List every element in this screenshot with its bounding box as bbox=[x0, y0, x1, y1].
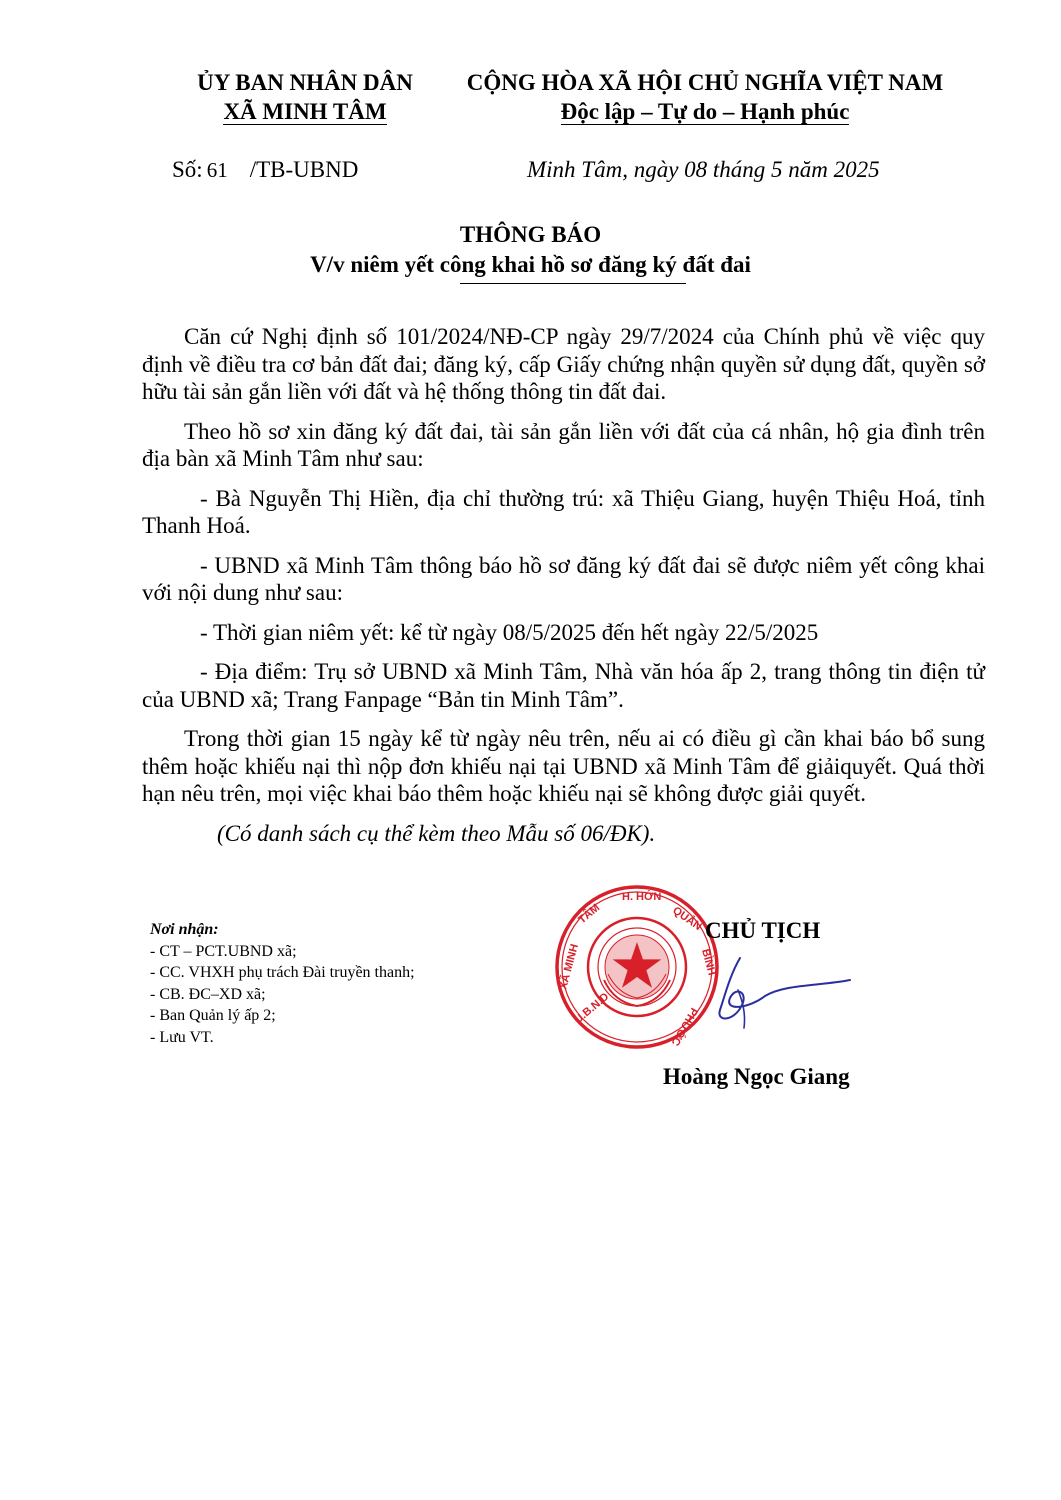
title-underline bbox=[460, 283, 686, 284]
agency-line-2: XÃ MINH TÂM bbox=[223, 99, 387, 124]
recipient-item: - Ban Quản lý ấp 2; bbox=[150, 1007, 276, 1024]
svg-text:QUẢN: QUẢN bbox=[670, 904, 704, 934]
recipients-title: Nơi nhận: bbox=[150, 921, 219, 938]
paragraph-application: Theo hồ sơ xin đăng ký đất đai, tài sản gắn liền với đất của cá nhân, hộ gia đình trên địa bàn xã Minh Tâm như sau: bbox=[142, 418, 985, 471]
recipients-block bbox=[150, 919, 415, 1048]
svg-text:XÃ MINH: XÃ MINH bbox=[557, 942, 581, 991]
svg-text:PHƯỚC: PHƯỚC bbox=[668, 1005, 700, 1048]
handwritten-signature-icon bbox=[690, 950, 855, 1035]
attachment-note: (Có danh sách cụ thể kèm theo Mẫu số 06/ĐK). bbox=[217, 820, 656, 846]
svg-text:U.B.N.D: U.B.N.D bbox=[572, 990, 612, 1027]
doc-number-label: Số: bbox=[172, 157, 203, 182]
paragraph-posting-period: - Thời gian niêm yết: kể từ ngày 08/5/2025 đến hết ngày 22/5/2025 bbox=[200, 619, 819, 645]
nation-header bbox=[440, 68, 970, 126]
recipient-item: - Lưu VT. bbox=[150, 1028, 214, 1046]
title-subject: V/v niêm yết công khai hồ sơ đăng ký đất đai bbox=[310, 252, 751, 277]
title-main: THÔNG BÁO bbox=[459, 222, 602, 247]
document-title bbox=[0, 220, 1061, 280]
recipient-item: - CT – PCT.UBND xã; bbox=[150, 942, 297, 960]
document-number bbox=[172, 157, 358, 183]
doc-number-value: 61 bbox=[206, 158, 228, 182]
svg-text:H. HỚN: H. HỚN bbox=[622, 891, 662, 903]
paragraph-posting-location: - Địa điểm: Trụ sở UBND xã Minh Tâm, Nhà văn hóa ấp 2, trang thông tin điện tử của UBND xã; Trang Fanpage “Bản tin Minh Tâm”. bbox=[142, 659, 985, 712]
place-date: Minh Tâm, ngày 08 tháng 5 năm 2025 bbox=[527, 157, 880, 182]
doc-number-suffix: /TB-UBND bbox=[249, 157, 359, 182]
signer-position: CHỦ TỊCH bbox=[705, 918, 821, 943]
paragraph-announcement: - UBND xã Minh Tâm thông báo hồ sơ đăng ký đất đai sẽ được niêm yết công khai với nội dung như sau: bbox=[142, 552, 985, 605]
agency-header bbox=[150, 68, 460, 126]
svg-text:BÌNH: BÌNH bbox=[699, 947, 718, 977]
recipient-item: - CB. ĐC–XD xã; bbox=[150, 985, 266, 1003]
nation-motto: Độc lập – Tự do – Hạnh phúc bbox=[560, 99, 850, 124]
signer-name: Hoàng Ngọc Giang bbox=[663, 1064, 850, 1089]
document-body bbox=[142, 323, 985, 859]
paragraph-legal-basis: Căn cứ Nghị định số 101/2024/NĐ-CP ngày 29/7/2024 của Chính phủ về việc quy định về điều tra cơ bản đất đai; đăng ký, cấp Giấy chứng nhận quyền sử dụng đất, quyền sở hữu tài sản gắn liền với đất và hệ thống thông tin đất đai. bbox=[142, 324, 985, 404]
paragraph-applicant: - Bà Nguyễn Thị Hiền, địa chỉ thường trú: xã Thiệu Giang, huyện Thiệu Hoá, tỉnh Thanh Hoá. bbox=[142, 485, 985, 538]
nation-line-1: CỘNG HÒA XÃ HỘI CHỦ NGHĨA VIỆT NAM bbox=[466, 70, 944, 95]
recipient-item: - CC. VHXH phụ trách Đài truyền thanh; bbox=[150, 964, 415, 981]
paragraph-complaints: Trong thời gian 15 ngày kể từ ngày nêu trên, nếu ai có điều gì cần khai báo bổ sung thêm hoặc khiếu nại thì nộp đơn khiếu nại tại UBND xã Minh Tâm để giảiquyết. Quá thời hạn nêu trên, mọi việc khai báo thêm hoặc khiếu nại sẽ không được giải quyết. bbox=[142, 726, 985, 806]
agency-line-1: ỦY BAN NHÂN DÂN bbox=[197, 70, 413, 95]
svg-text:TÂM: TÂM bbox=[576, 901, 603, 927]
